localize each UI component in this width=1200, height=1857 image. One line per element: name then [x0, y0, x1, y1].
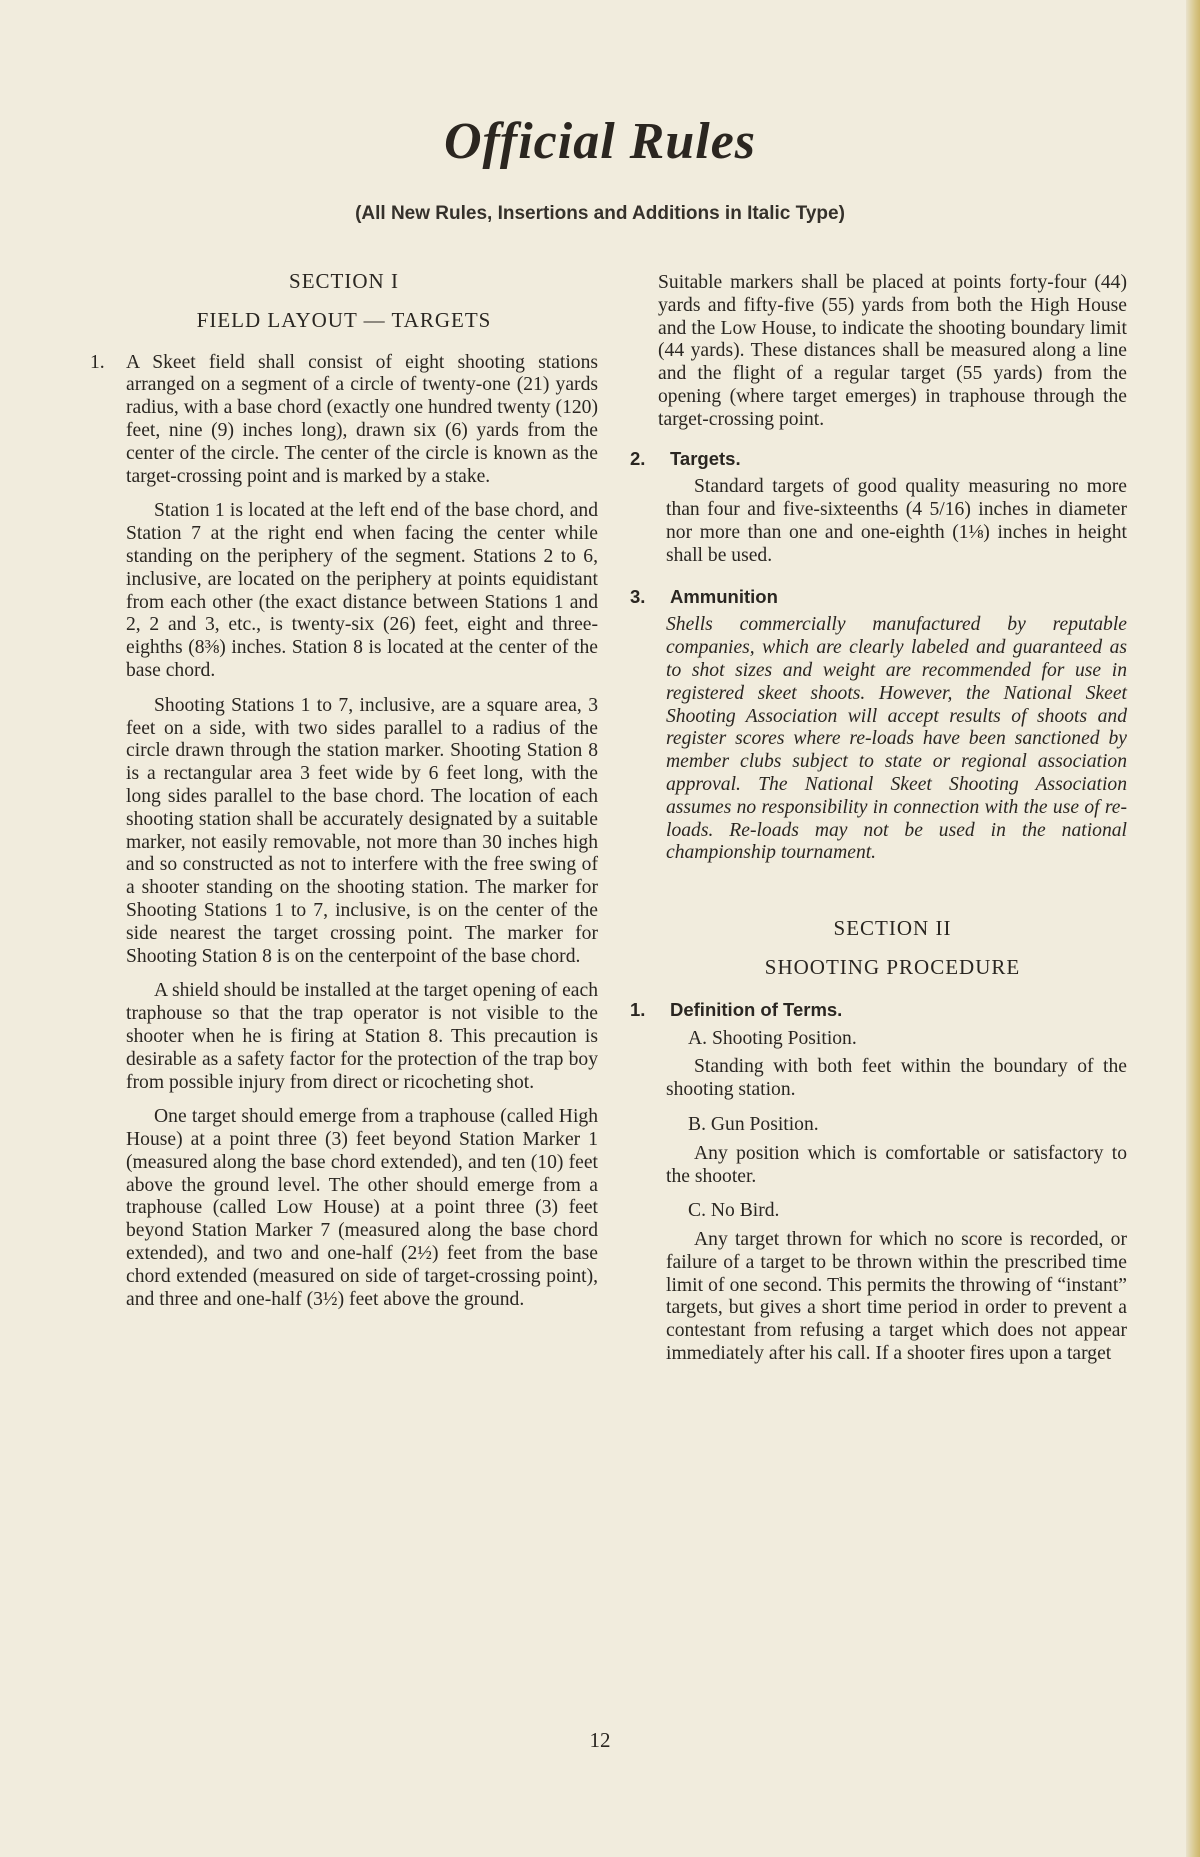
term-definition: Any target thrown for which no score is recorded, or failure of a target to be thrown within the prescribed time limit of one second. This permits the throwing of “instant” targets, but gives a short time period in order to prevent a contestant from refusing a target which does not appear immediately after his call. If a shooter fires upon a target — [666, 1229, 1127, 1365]
term-label: C. No Bird. — [688, 1200, 780, 1222]
paragraph: Station 1 is located at the left end of the base chord, and Station 7 at the right end when facing the center while standing on the periphery of the segment. Stations 2 to 6, inclusive, are located on the periphery at points equidistant from each other (the exact distance between Stations 1 and 2, 2 and 3, etc., is twenty-six (26) feet, eight and three-eighths (8⅜) inches. Station 8 is located at the center of the base chord. — [126, 500, 598, 681]
rule-title: Ammunition — [670, 585, 778, 607]
page-number: 12 — [589, 1728, 611, 1752]
rule-1-2-heading — [630, 448, 1127, 471]
term-label: A. Shooting Position. — [688, 1027, 857, 1049]
rule-1-3-heading — [630, 586, 1127, 609]
paragraph: A shield should be installed at the target opening of each traphouse so that the trap operator is not visible to the shooter when he is firing at Station 8. This precaution is desirable as a safety factor for the protection of the trap boy from possible injury from direct or ricocheting shot. — [126, 980, 598, 1093]
right-column — [630, 272, 1127, 1378]
paragraph: Standard targets of good quality measuring no more than four and five-sixteenths (4 5/16) inches in diameter nor more than one and one-eighth (1⅛) inches in height shall be used. — [666, 476, 1127, 566]
section-1-heading: SECTION I — [289, 269, 399, 293]
section-2-heading: SECTION II — [833, 916, 952, 941]
term-definition: Any position which is comfortable or satisfactory to the shooter. — [666, 1142, 1127, 1187]
paragraph: A Skeet field shall consist of eight shooting stations arranged on a segment of a circle of twenty-one (21) yards radius, with a base chord (exactly one hundred twenty (120) feet, nine (9) inches long), drawn six (6) yards from the center of the circle. The center of the circle is known as the target-crossing point and is marked by a stake. — [126, 351, 598, 487]
rule-number: 1. — [90, 351, 105, 373]
paragraph-italic: Shells commercially manufactured by reputable companies, which are clearly labeled and guaranteed as to shot sizes and weight are recommended for use in registered skeet shoots. However, the National Skeet Shooting Association will accept results of shoots and register scores where re-loads have been sanctioned by member clubs subject to state or regional association approval. The National Skeet Shooting Association assumes no responsibility in connection with the use of re-loads. Re-loads may not be used in the national championship tournament. — [666, 614, 1127, 864]
rule-number: 3. — [630, 585, 646, 607]
rule-1-1 — [90, 352, 598, 1312]
paragraph: One target should emerge from a traphouse (called High House) at a point three (3) feet beyond Station Marker 1 (measured along the base chord extended), and ten (10) feet above the ground level. The other should emerge from a traphouse (called Low House) at a point three (3) feet beyond Station Marker 7 (measured along the base chord extended), and two and one-half (2½) feet from the base chord extended (measured on side of target-crossing point), and three and one-half (3½) feet above the ground. — [126, 1106, 598, 1310]
left-column — [90, 270, 598, 1323]
rule-number: 2. — [630, 447, 646, 469]
paragraph: Suitable markers shall be placed at points forty-four (44) yards and fifty-five (55) yards from both the High House and the Low House, to indicate the shooting boundary limit (44 yards). These distances shall be measured along a line and the flight of a regular target (55 yards) from the opening (where target emerges) in traphouse through the target-crossing point. — [658, 272, 1127, 430]
term-label: B. Gun Position. — [688, 1113, 819, 1135]
term-definition: Standing with both feet within the boundary of the shooting station. — [666, 1056, 1127, 1101]
section-2-title: SHOOTING PROCEDURE — [764, 954, 1021, 979]
rule-number: 1. — [630, 998, 646, 1020]
page-title: Official Rules — [443, 113, 757, 170]
section-1-title: FIELD LAYOUT — TARGETS — [196, 307, 492, 332]
rule-2-1-heading — [630, 999, 1127, 1022]
page-edge — [1186, 0, 1200, 1857]
paragraph: Shooting Stations 1 to 7, inclusive, are a square area, 3 feet on a side, with two sides parallel to a radius of the circle drawn through the station marker. Shooting Station 8 is a rectangular area 3 feet wide by 6 feet long, with the long sides parallel to the base chord. The location of each shooting station shall be accurately designated by a suitable marker, not easily removable, not more than 30 inches high and so constructed as not to interfere with the free swing of a shooter standing on the shooting station. The marker for Shooting Stations 1 to 7, inclusive, is on the center of the side nearest the target crossing point. The marker for Shooting Station 8 is on the centerpoint of the base chord. — [126, 694, 598, 967]
rule-title: Definition of Terms. — [670, 998, 843, 1020]
page-subtitle: (All New Rules, Insertions and Additions in Italic Type) — [355, 203, 845, 224]
rule-title: Targets. — [670, 447, 741, 469]
